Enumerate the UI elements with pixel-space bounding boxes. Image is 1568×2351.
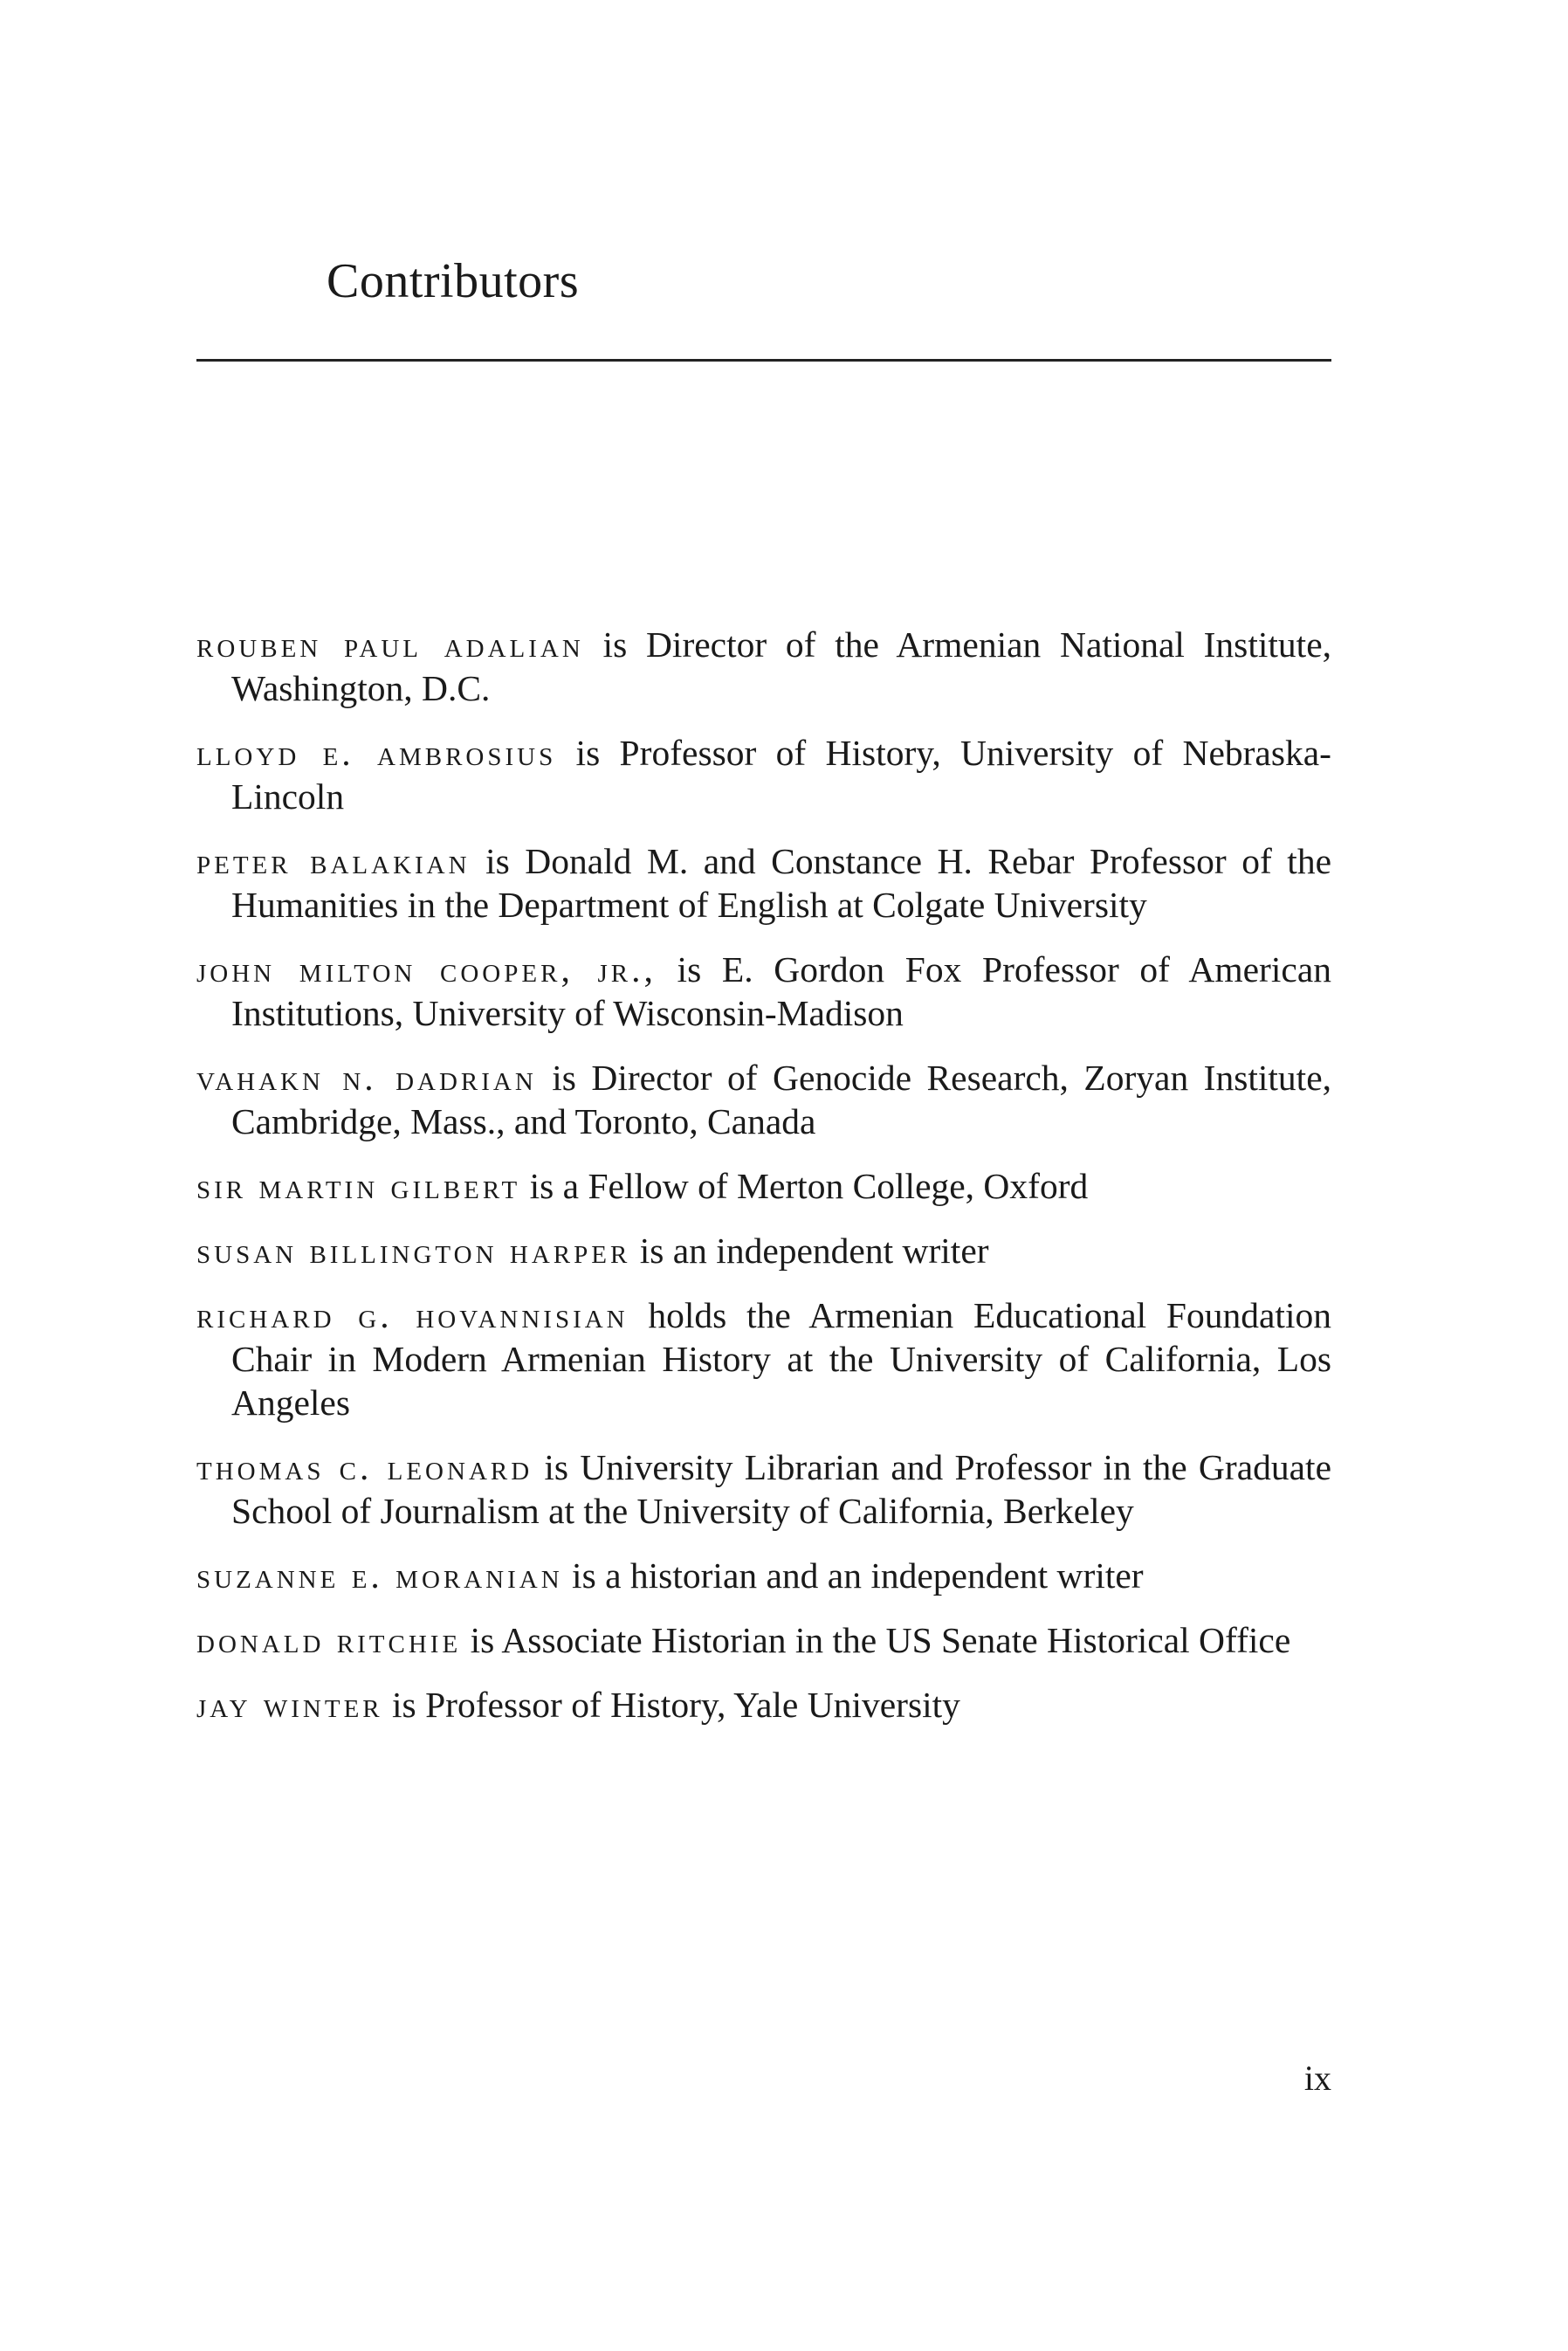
contributor-entry (196, 948, 1331, 1035)
contributor-description: is Professor of History, Yale University (392, 1685, 960, 1725)
contributor-entry (196, 731, 1331, 818)
contributor-description: holds the Armenian Educational Foundation Chair in Modern Armenian History at the University of California, Los Angeles (231, 1295, 1331, 1423)
contributor-entry (196, 1293, 1331, 1424)
contributor-description: is Professor of History, University of Nebraska-Lincoln (231, 733, 1331, 817)
contributor-entry (196, 1554, 1331, 1597)
contributor-name: sir martin gilbert (196, 1166, 521, 1206)
contributor-entry (196, 1445, 1331, 1533)
contributor-description: is Associate Historian in the US Senate Historical Office (470, 1620, 1291, 1660)
contributor-description: is Director of the Armenian National Institute, Washington, D.C. (231, 624, 1331, 708)
contributor-name: lloyd e. ambrosius (196, 733, 557, 773)
page-title: Contributors (327, 254, 580, 308)
contributor-name: thomas c. leonard (196, 1447, 533, 1487)
title-rule (196, 359, 1331, 362)
contributor-description: is a Fellow of Merton College, Oxford (529, 1166, 1089, 1206)
contributor-name: peter balakian (196, 841, 471, 881)
contributor-entry (196, 1164, 1331, 1208)
contributor-name: jay winter (196, 1685, 383, 1725)
contributor-entry (196, 1229, 1331, 1272)
contributor-name: donald ritchie (196, 1620, 462, 1660)
contributor-name: rouben paul adalian (196, 624, 584, 665)
contributor-entry (196, 1683, 1331, 1727)
contributor-name: richard g. hovannisian (196, 1295, 629, 1335)
contributor-list (196, 623, 1331, 1748)
contributor-name: susan billington harper (196, 1231, 631, 1271)
contributor-name: suzanne e. moranian (196, 1555, 563, 1596)
contributor-name: john milton cooper, jr., (196, 949, 657, 989)
contributor-description: is University Librarian and Professor in the Graduate School of Journalism at the University of California, Berkeley (231, 1447, 1331, 1531)
contributor-entry (196, 623, 1331, 710)
contributor-description: is E. Gordon Fox Professor of American Institutions, University of Wisconsin-Madison (231, 949, 1331, 1033)
contributor-entry (196, 1618, 1331, 1662)
page-number: ix (1303, 2058, 1331, 2098)
contributor-description: is a historian and an independent writer (572, 1555, 1144, 1596)
contributor-description: is Donald M. and Constance H. Rebar Professor of the Humanities in the Department of English at Colgate University (231, 841, 1332, 925)
contributor-description: is Director of Genocide Research, Zoryan Institute, Cambridge, Mass., and Toronto, Canada (231, 1058, 1332, 1141)
contributor-name: vahakn n. dadrian (196, 1058, 537, 1098)
contributor-entry (196, 839, 1331, 927)
contributor-entry (196, 1056, 1331, 1143)
contributor-description: is an independent writer (639, 1231, 989, 1271)
